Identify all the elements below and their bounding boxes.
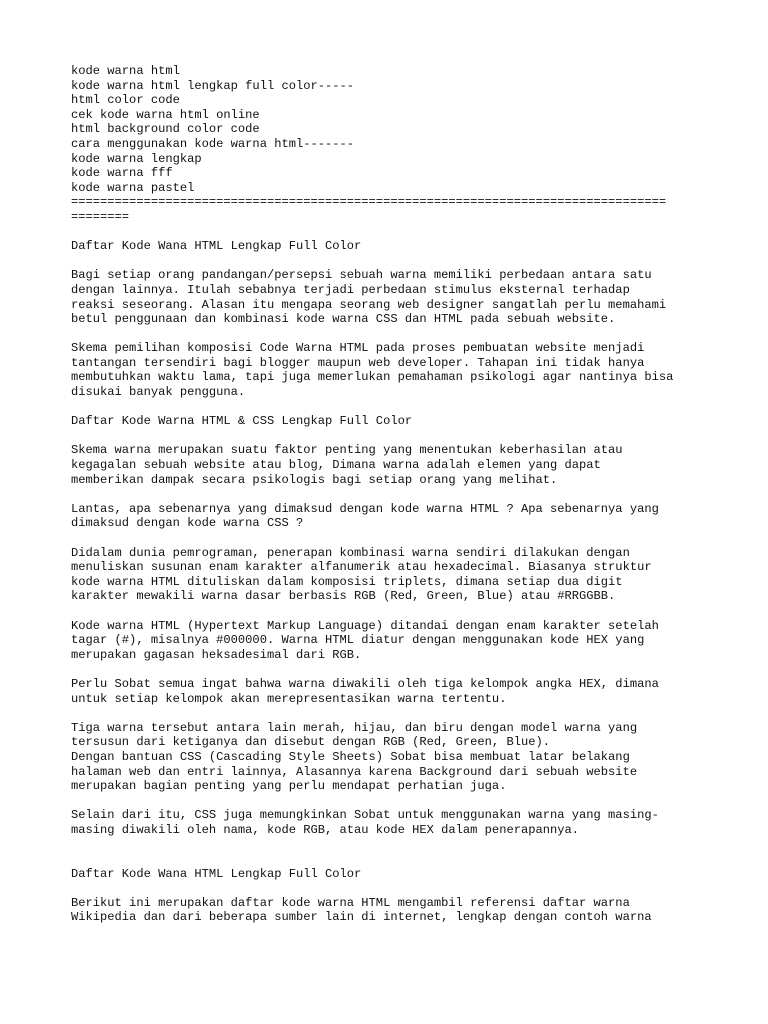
paragraph-line: karakter mewakili warna dasar berbasis RGB (Red, Green, Blue) atau #RRGGBB. bbox=[71, 589, 616, 604]
paragraph-line: merupakan gagasan heksadesimal dari RGB. bbox=[71, 647, 362, 662]
paragraph-line: betul penggunaan dan kombinasi kode warna CSS dan HTML pada sebuah website. bbox=[71, 312, 616, 327]
paragraph-line: Berikut ini merupakan daftar kode warna HTML mengambil referensi daftar warna bbox=[71, 895, 630, 910]
blank-line bbox=[71, 327, 711, 342]
keyword-line: kode warna fff bbox=[71, 166, 173, 181]
section-heading: Daftar Kode Wana HTML Lengkap Full Color bbox=[71, 866, 362, 881]
paragraph-line: tagar (#), misalnya #000000. Warna HTML diatur dengan menggunakan kode HEX yang bbox=[71, 633, 645, 648]
document-page bbox=[71, 64, 711, 925]
blank-line bbox=[71, 487, 711, 502]
paragraph-line: Dengan bantuan CSS (Cascading Style Sheets) Sobat bisa membuat latar belakang bbox=[71, 749, 630, 764]
blank-line bbox=[71, 531, 711, 546]
paragraph-line: Kode warna HTML (Hypertext Markup Language) ditandai dengan enam karakter setelah bbox=[71, 618, 659, 633]
keyword-line: kode warna html lengkap full color----- bbox=[71, 78, 355, 93]
paragraph-line: memberikan dampak secara psikologis bagi setiap orang yang melihat. bbox=[71, 472, 558, 487]
separator bbox=[71, 195, 711, 224]
section-heading: Daftar Kode Wana HTML Lengkap Full Color bbox=[71, 239, 362, 254]
blank-line bbox=[71, 662, 711, 677]
paragraph-line: Wikipedia dan dari beberapa sumber lain di internet, lengkap dengan contoh warna bbox=[71, 910, 652, 925]
blank-line bbox=[71, 254, 711, 269]
keyword-line: html color code bbox=[71, 93, 180, 108]
paragraph bbox=[71, 808, 711, 837]
paragraph-line: disukai banyak pengguna. bbox=[71, 385, 246, 400]
paragraph bbox=[71, 619, 711, 663]
paragraph-line: Perlu Sobat semua ingat bahwa warna diwakili oleh tiga kelompok angka HEX, dimana bbox=[71, 676, 659, 691]
paragraph-line: tantangan tersendiri bagi blogger maupun web developer. Tahapan ini tidak hanya bbox=[71, 355, 645, 370]
paragraph-line: untuk setiap kelompok akan merepresentasikan warna tertentu. bbox=[71, 691, 507, 706]
paragraph bbox=[71, 677, 711, 706]
paragraph-line: Skema pemilihan komposisi Code Warna HTML pada proses pembuatan website menjadi bbox=[71, 341, 645, 356]
keyword-line: cara menggunakan kode warna html------- bbox=[71, 136, 355, 151]
blank-line bbox=[71, 706, 711, 721]
separator-line: ================================================================================== bbox=[71, 195, 667, 210]
paragraph bbox=[71, 546, 711, 604]
paragraph-line: Lantas, apa sebenarnya yang dimaksud dengan kode warna HTML ? Apa sebenarnya yang bbox=[71, 501, 659, 516]
keyword-line: kode warna pastel bbox=[71, 180, 195, 195]
paragraph-line: kode warna HTML dituliskan dalam komposisi triplets, dimana setiap dua digit bbox=[71, 574, 623, 589]
blank-line bbox=[71, 400, 711, 415]
paragraph bbox=[71, 502, 711, 531]
paragraph-line: masing diwakili oleh nama, kode RGB, atau kode HEX dalam penerapannya. bbox=[71, 822, 580, 837]
paragraph bbox=[71, 443, 711, 487]
paragraph-line: membutuhkan waktu lama, tapi juga memerlukan pemahaman psikologi agar nantinya bisa bbox=[71, 370, 674, 385]
keyword-line: kode warna lengkap bbox=[71, 151, 202, 166]
paragraph-line: Skema warna merupakan suatu faktor penting yang menentukan keberhasilan atau bbox=[71, 443, 623, 458]
paragraph bbox=[71, 896, 711, 925]
paragraph-line: tersusun dari ketiganya dan disebut dengan RGB (Red, Green, Blue). bbox=[71, 735, 550, 750]
separator-line: ======== bbox=[71, 209, 130, 224]
paragraph-line: Didalam dunia pemrograman, penerapan kombinasi warna sendiri dilakukan dengan bbox=[71, 545, 630, 560]
blank-line bbox=[71, 225, 711, 240]
paragraph bbox=[71, 721, 711, 794]
blank-line bbox=[71, 837, 711, 852]
keyword-line: html background color code bbox=[71, 122, 260, 137]
keyword-line: kode warna html bbox=[71, 64, 180, 78]
paragraph-line: reaksi seseorang. Alasan itu mengapa seorang web designer sangatlah perlu memahami bbox=[71, 297, 667, 312]
paragraph-line: merupakan bagian penting yang perlu mendapat perhatian juga. bbox=[71, 779, 507, 794]
section-heading: Daftar Kode Warna HTML & CSS Lengkap Full Color bbox=[71, 414, 413, 429]
paragraph-line: menuliskan susunan enam karakter alfanumerik atau hexadecimal. Biasanya struktur bbox=[71, 560, 652, 575]
paragraph-line: Tiga warna tersebut antara lain merah, hijau, dan biru dengan model warna yang bbox=[71, 720, 638, 735]
paragraph-line: halaman web dan entri lainnya, Alasannya karena Background dari sebuah website bbox=[71, 764, 638, 779]
paragraph-line: dimaksud dengan kode warna CSS ? bbox=[71, 516, 304, 531]
keyword-line: cek kode warna html online bbox=[71, 107, 260, 122]
paragraph-line: Bagi setiap orang pandangan/persepsi sebuah warna memiliki perbedaan antara satu bbox=[71, 268, 652, 283]
paragraph bbox=[71, 268, 711, 326]
blank-line bbox=[71, 604, 711, 619]
paragraph-line: dengan lainnya. Itulah sebabnya terjadi perbedaan stimulus eksternal terhadap bbox=[71, 282, 630, 297]
blank-line bbox=[71, 852, 711, 867]
paragraph bbox=[71, 341, 711, 399]
paragraph-line: Selain dari itu, CSS juga memungkinkan Sobat untuk menggunakan warna yang masing- bbox=[71, 808, 659, 823]
blank-line bbox=[71, 794, 711, 809]
blank-line bbox=[71, 881, 711, 896]
blank-line bbox=[71, 429, 711, 444]
paragraph-line: kegagalan sebuah website atau blog, Dimana warna adalah elemen yang dapat bbox=[71, 458, 601, 473]
keyword-list bbox=[71, 64, 711, 195]
